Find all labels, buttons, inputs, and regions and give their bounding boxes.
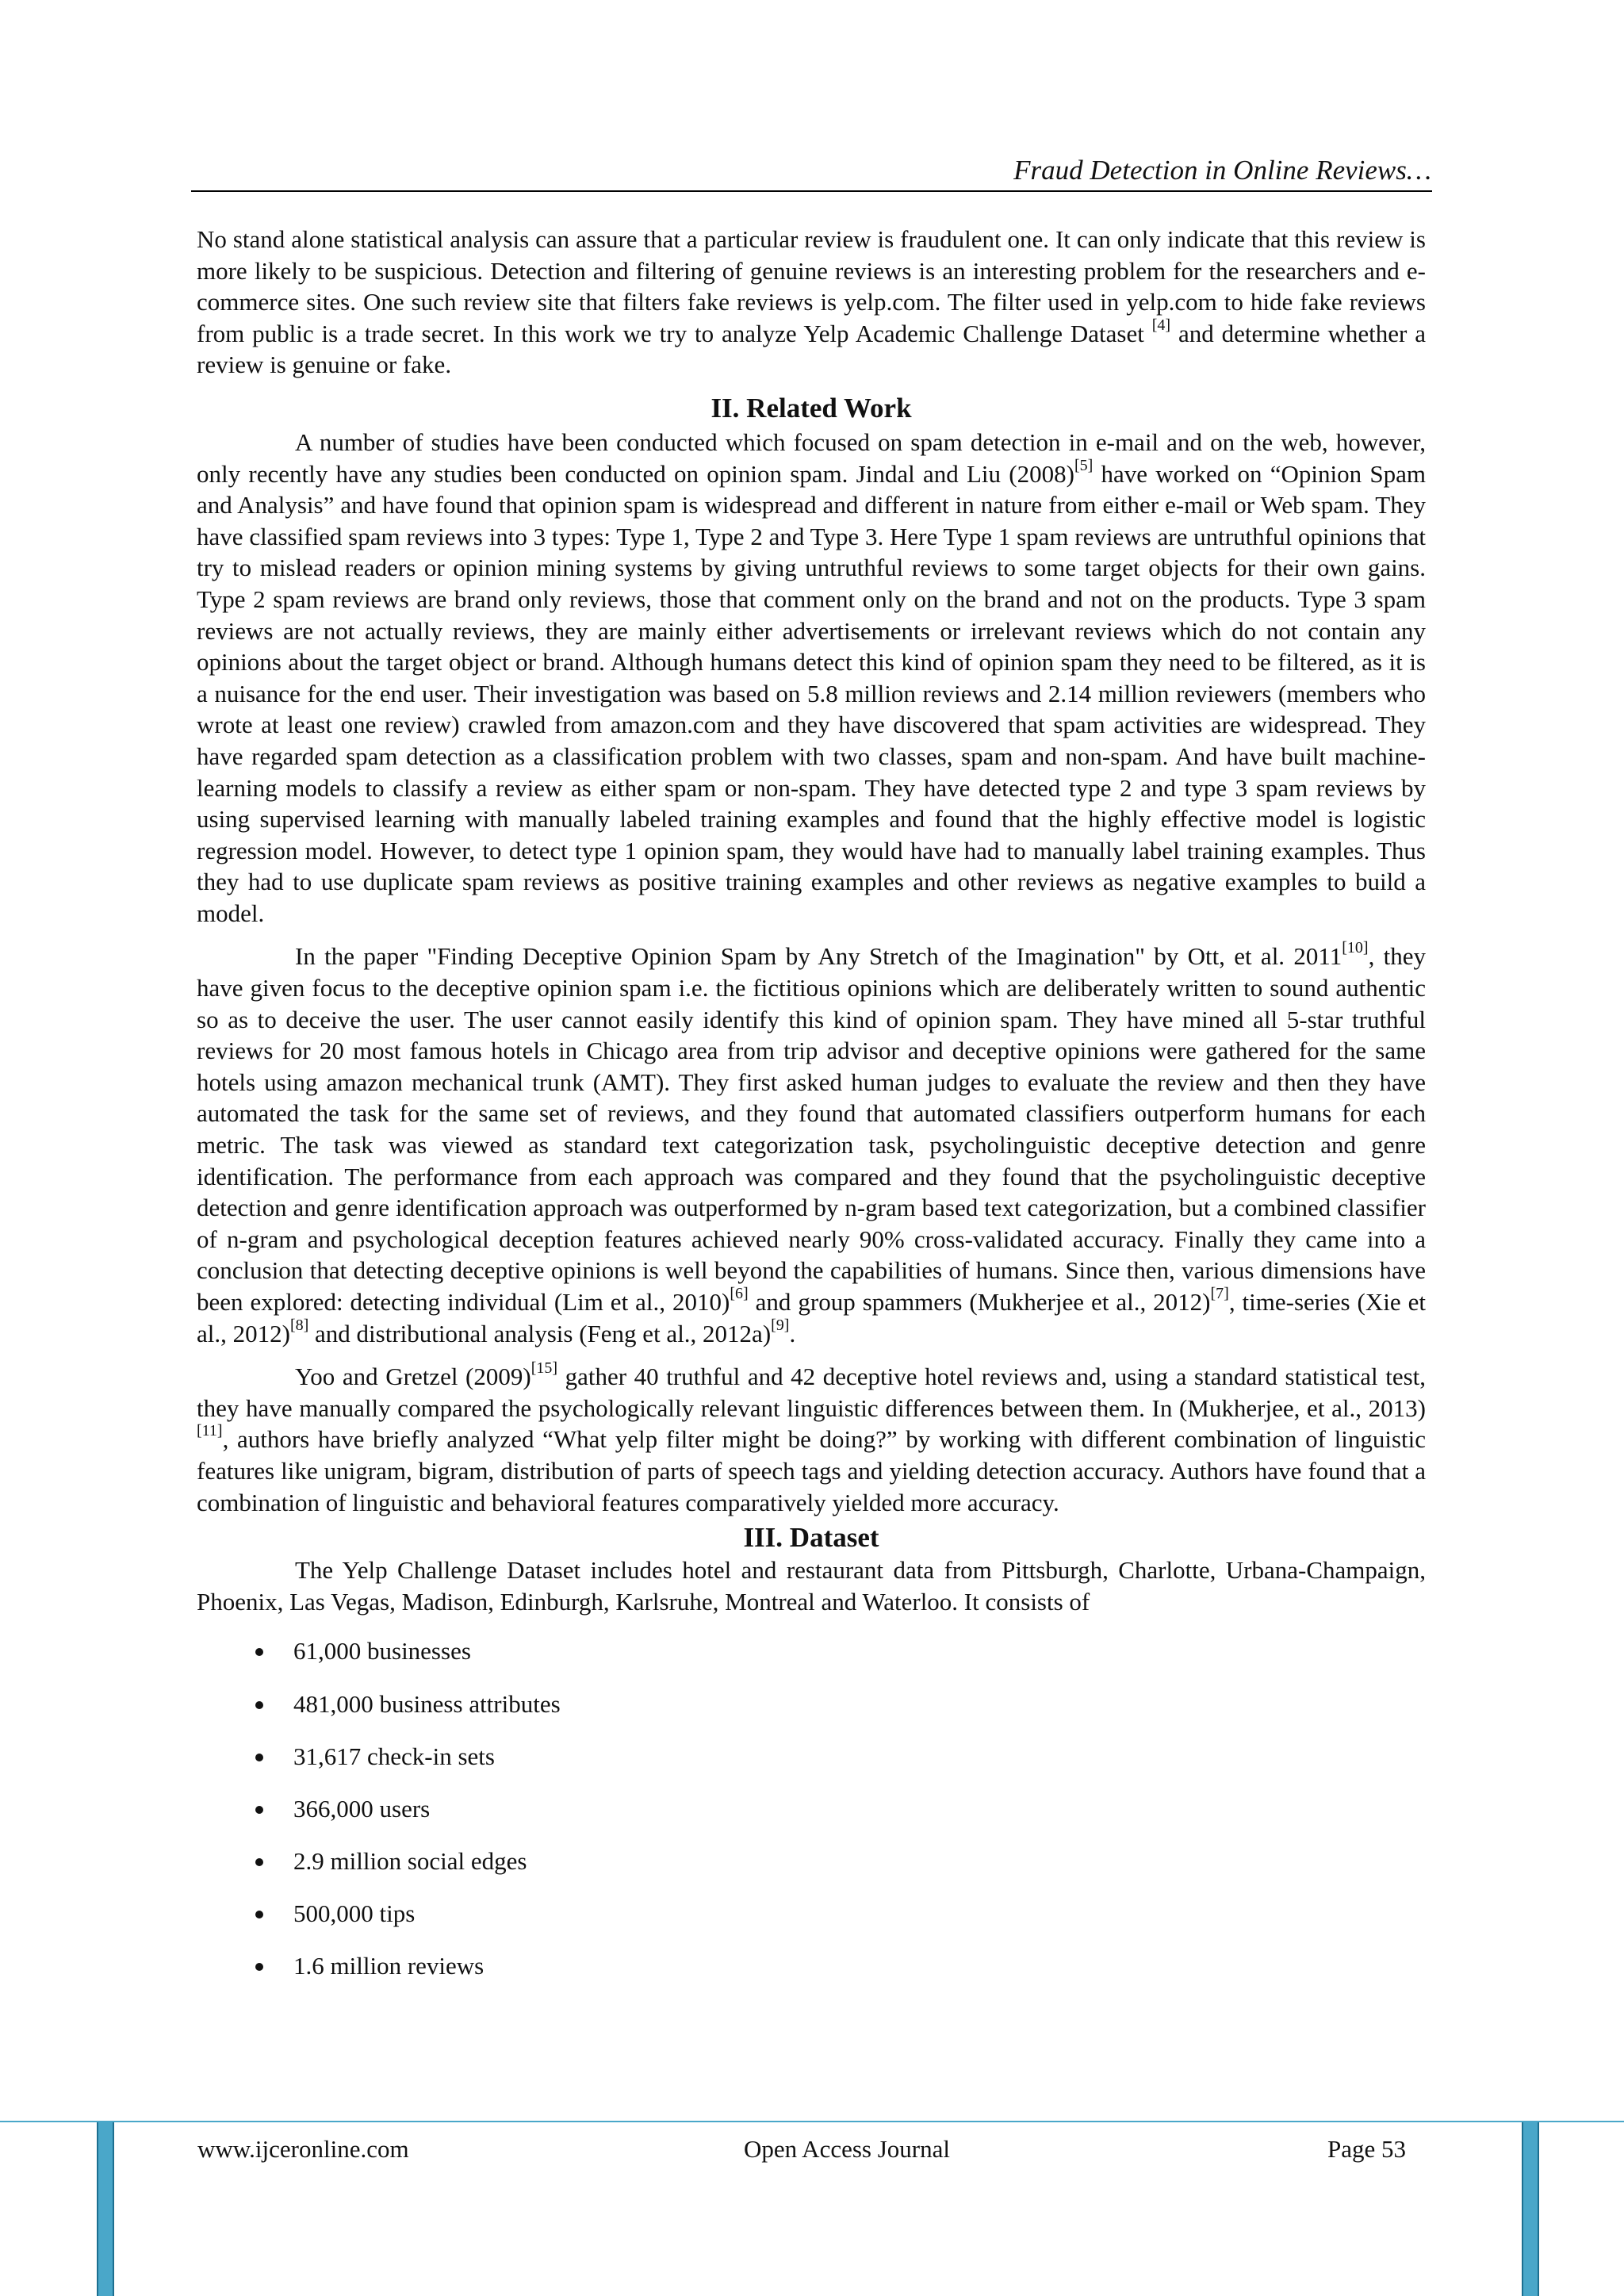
citation: [6] [730, 1285, 749, 1302]
list-item [197, 1635, 1426, 1688]
paragraph-text: A number of studies have been conducted which focused on spam detection in e-mail and on the web, however, only recently have any studies been conducted on opinion spam. Jindal and Liu (2008) [197, 427, 1426, 488]
bullet-icon [255, 1911, 263, 1918]
list-item [197, 1793, 1426, 1846]
dataset-intro-paragraph: The Yelp Challenge Dataset includes hotel and restaurant data from Pittsburgh, Charlotte, Urbana-Champaign, Phoenix, Las Vegas, Madison, Edinburgh, Karlsruhe, Montreal and Waterloo. It consists of [197, 1556, 1426, 1616]
footer-url: www.ijceronline.com [197, 2135, 409, 2163]
related-work-paragraph-1 [197, 427, 1426, 930]
bullet-icon [255, 1858, 263, 1866]
dataset-stats-list [197, 1635, 1426, 2003]
citation: [4] [1151, 316, 1171, 334]
intro-text: No stand alone statistical analysis can assure that a particular review is fraudulent one. It can only indicate that this review is more likely to be suspicious. Detection and filtering of genuine reviews is an interesting problem for the researchers and e-commerce sites. One such review site that filters fake reviews is yelp.com. The filter used in yelp.com to hide fake reviews from public is a trade secret. In this work we try to analyze Yelp Academic Challenge Dataset [197, 225, 1426, 347]
intro-text-end: and determine whether a review is genuine or fake. [197, 319, 1426, 379]
citation: [11] [197, 1422, 223, 1440]
list-item-text: 366,000 users [293, 1794, 431, 1823]
list-item-text: 481,000 business attributes [293, 1689, 561, 1718]
list-item-text: 1.6 million reviews [293, 1952, 485, 1980]
footer-journal: Open Access Journal [744, 2135, 950, 2163]
bullet-icon [255, 1754, 263, 1761]
paragraph-text: In the paper "Finding Deceptive Opinion Spam by Any Stretch of the Imagination" by Ott, et al. 2011 [295, 942, 1342, 971]
bullet-icon [255, 1963, 263, 1971]
paragraph-text: , they have given focus to the deceptive opinion spam i.e. the fictitious opinions which are deliberately written to sound authentic so as to deceive the user. The user cannot easily identify this kind of opinion spam. They have mined all 5-star truthful reviews for 20 most famous hotels in Chicago area from trip advisor and deceptive opinions were gathered for the same hotels using amazon mechanical trunk (AMT). They first asked human judges to evaluate the review and then they have automated the task for the same set of reviews, and they found that automated classifiers outperform humans for each metric. The task was viewed as standard text categorization task, psycholinguistic deceptive detection and genre identification. The performance from each approach was compared and they found that the psycholinguistic deceptive detection and genre identification approach was outperformed by n-gram based text categorization, but a combined classifier of n-gram and psychological deception features achieved nearly 90% cross-validated accuracy. Finally they came into a conclusion that detecting deceptive opinions is well beyond the capabilities of humans. Since then, various dimensions have been explored: detecting individual (Lim et al., 2010) [197, 942, 1426, 1316]
running-header-title: Fraud Detection in Online Reviews… [1013, 155, 1431, 186]
list-item [197, 1950, 1426, 2003]
paragraph-text: Yoo and Gretzel (2009) [295, 1363, 531, 1391]
footer-rule [0, 2121, 1624, 2122]
intro-paragraph [197, 224, 1426, 381]
list-item [197, 1741, 1426, 1793]
citation: [5] [1074, 456, 1094, 474]
paragraph-text: and distributional analysis (Feng et al., 2012a) [308, 1319, 772, 1347]
list-item-text: 2.9 million social edges [293, 1847, 527, 1876]
citation: [8] [289, 1316, 309, 1334]
paragraph-text: have worked on “Opinion Spam and Analysis” and have found that opinion spam is widespread and different in nature from either e-mail or Web spam. They have classified spam reviews into 3 types: Type 1, Type 2 and Type 3. Here Type 1 spam reviews are untruthful opinions that try to mislead readers or opinion mining systems by giving untruthful reviews to some target objects for their own gains. Type 2 spam reviews are brand only reviews, those that comment only on the brand and not on the products. Type 3 spam reviews are not actually reviews, they are mainly either advertisements or irrelevant reviews which do not contain any opinions about the target object or brand. Although humans detect this kind of opinion spam they need to be filtered, as it is a nuisance for the end user. Their investigation was based on 5.8 million reviews and 2.14 million reviewers (members who wrote at least one review) crawled from amazon.com and they have discovered that spam activities are widespread. They have regarded spam detection as a classification problem with two classes, spam and non-spam. And have built machine-learning models to classify a review as either spam or non-spam. They have detected type 2 and type 3 spam reviews by using supervised learning with manually labeled training examples and found that the highly effective model is logistic regression model. However, to detect type 1 opinion spam, they would have had to manually label training examples. Thus they had to use duplicate spam reviews as positive training examples and other reviews as negative examples to build a model. [197, 459, 1426, 927]
citation: [10] [1342, 939, 1369, 957]
citation: [15] [530, 1359, 558, 1378]
paragraph-text: and group spammers (Mukherjee et al., 2012) [748, 1288, 1211, 1316]
bullet-icon [255, 1648, 263, 1656]
header-rule [191, 190, 1432, 192]
list-item-text: 500,000 tips [293, 1899, 416, 1928]
footer-page-number: Page 53 [1327, 2135, 1407, 2163]
list-item-text: 31,617 check-in sets [293, 1742, 495, 1770]
bullet-icon [255, 1701, 263, 1709]
related-work-paragraph-3 [197, 1361, 1426, 1518]
paragraph-text: gather 40 truthful and 42 deceptive hotel reviews and, using a standard statistical test, they have manually compared the psychologically relevant linguistic differences between them. In (Mukherjee, et al., 2013) [197, 1363, 1426, 1422]
list-item-text: 61,000 businesses [293, 1637, 471, 1665]
section-heading-related-work: II. Related Work [710, 392, 912, 424]
citation: [7] [1210, 1285, 1229, 1302]
paragraph-text: , time-series (Xie et al., 2012) [197, 1288, 1426, 1347]
list-item [197, 1898, 1426, 1950]
list-item [197, 1846, 1426, 1898]
related-work-paragraph-2 [197, 941, 1426, 1349]
bullet-icon [255, 1806, 263, 1814]
paragraph-text: . [789, 1319, 796, 1347]
footer-left-bar [97, 2122, 114, 2296]
citation: [9] [771, 1316, 790, 1334]
list-item [197, 1688, 1426, 1741]
footer-right-bar [1522, 2122, 1539, 2296]
page-body [197, 224, 1426, 2003]
paragraph-text: , authors have briefly analyzed “What yelp filter might be doing?” by working with different combination of linguistic features like unigram, bigram, distribution of parts of speech tags and yielding detection accuracy. Authors have found that a combination of linguistic and behavioral features comparatively yielded more accuracy. [197, 1425, 1426, 1516]
section-heading-dataset: III. Dataset [743, 1522, 879, 1554]
